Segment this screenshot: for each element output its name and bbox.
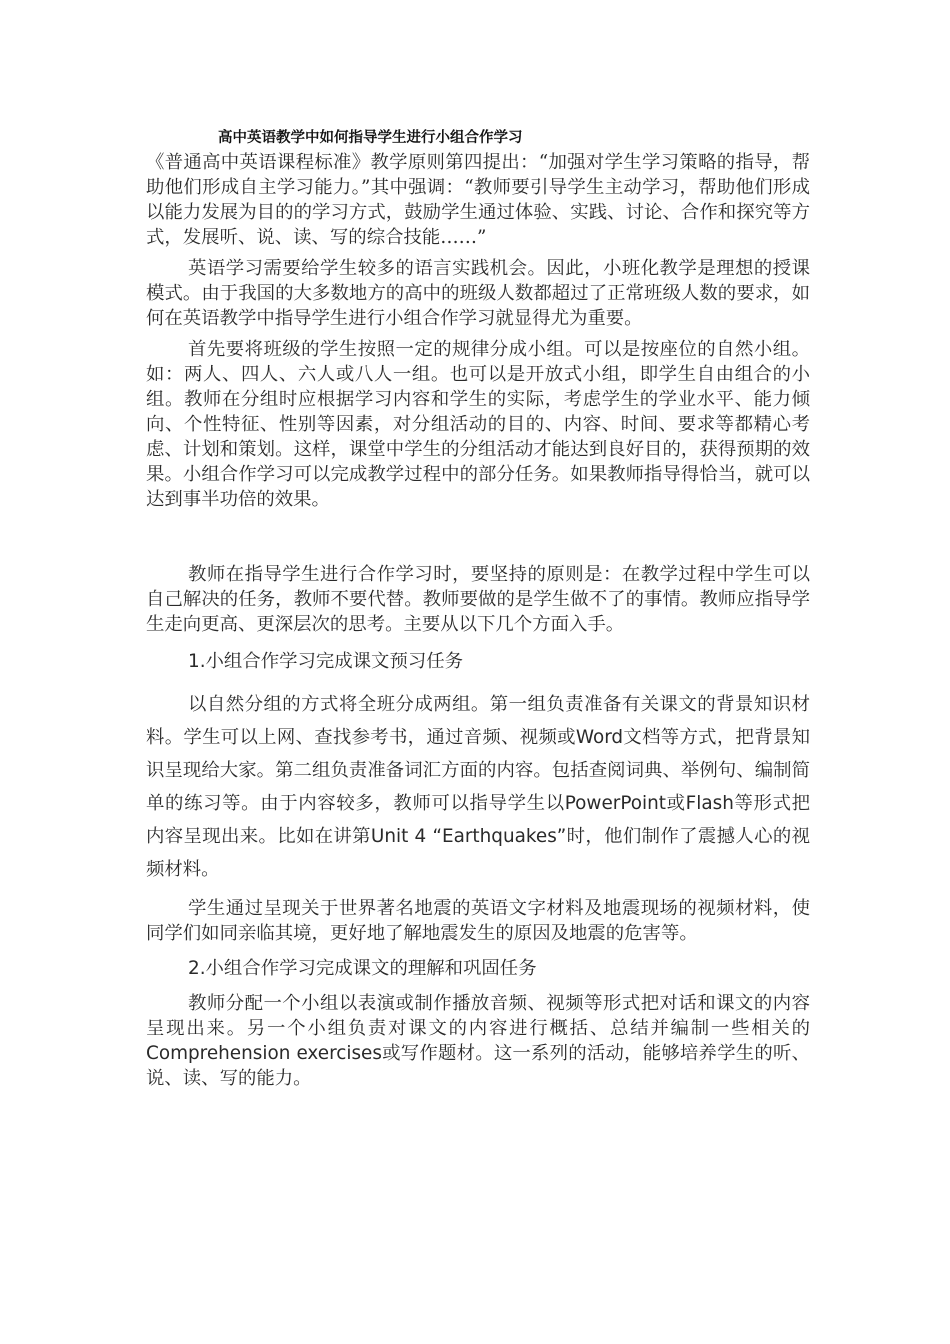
- paragraph-language-practice: 英语学习需要给学生较多的语言实践机会。因此，小班化教学是理想的授课模式。由于我国的大多数地方的高中的班级人数都超过了正常班级人数的要求，如何在英语教学中指导学生进行小组合作学习就显得尤为重要。: [146, 258, 810, 329]
- heading-preview-task: 1.小组合作学习完成课文预习任务: [188, 651, 464, 672]
- paragraph-curriculum-standard: 《普通高中英语课程标准》教学原则第四提出：“加强对学生学习策略的指导，帮助他们形成自主学习能力。”其中强调：“教师要引导学生主动学习，帮助他们形成以能力发展为目的的学习方式，鼓励学生通过体验、实践、讨论、合作和探究等方式，发展听、说、读、写的综合技能……”: [146, 152, 810, 248]
- paragraph-grouping: 首先要将班级的学生按照一定的规律分成小组。可以是按座位的自然小组。如：两人、四人、六人或八人一组。也可以是开放式小组，即学生自由组合的小组。教师在分组时应根据学习内容和学生的实际，考虑学生的学业水平、能力倾向、个性特征、性别等因素，对分组活动的目的、内容、时间、要求等都精心考虑、计划和策划。这样，课堂中学生的分组活动才能达到良好目的，获得预期的效果。小组合作学习可以完成教学过程中的部分任务。如果教师指导得恰当，就可以达到事半功倍的效果。: [146, 339, 810, 510]
- paragraph-comprehension-task: 教师分配一个小组以表演或制作播放音频、视频等形式把对话和课文的内容呈现出来。另一个小组负责对课文的内容进行概括、总结并编制一些相关的Comprehension exercises或写作题材。这一系列的活动，能够培养学生的听、说、读、写的能力。: [146, 993, 810, 1089]
- heading-comprehension-task: 2.小组合作学习完成课文的理解和巩固任务: [188, 958, 537, 979]
- paragraph-earthquake-materials: 学生通过呈现关于世界著名地震的英语文字材料及地震现场的视频材料，使同学们如同亲临其境，更好地了解地震发生的原因及地震的危害等。: [146, 898, 810, 944]
- document-body: [146, 150, 810, 1091]
- document-title: 高中英语教学中如何指导学生进行小组合作学习: [218, 129, 523, 146]
- paragraph-preview-task: 以自然分组的方式将全班分成两组。第一组负责准备有关课文的背景知识材料。学生可以上网、查找参考书，通过音频、视频或Word文档等方式，把背景知识呈现给大家。第二组负责准备词汇方面的内容。包括查阅词典、举例句、编制简单的练习等。由于内容较多，教师可以指导学生以PowerPoint或Flash等形式把内容呈现出来。比如在讲第Unit 4 “Earthquakes”时，他们制作了震撼人心的视频材料。: [146, 694, 810, 880]
- paragraph-teacher-principle: 教师在指导学生进行合作学习时，要坚持的原则是：在教学过程中学生可以自己解决的任务，教师不要代替。教师要做的是学生做不了的事情。教师应指导学生走向更高、更深层次的思考。主要从以下几个方面入手。: [146, 564, 810, 635]
